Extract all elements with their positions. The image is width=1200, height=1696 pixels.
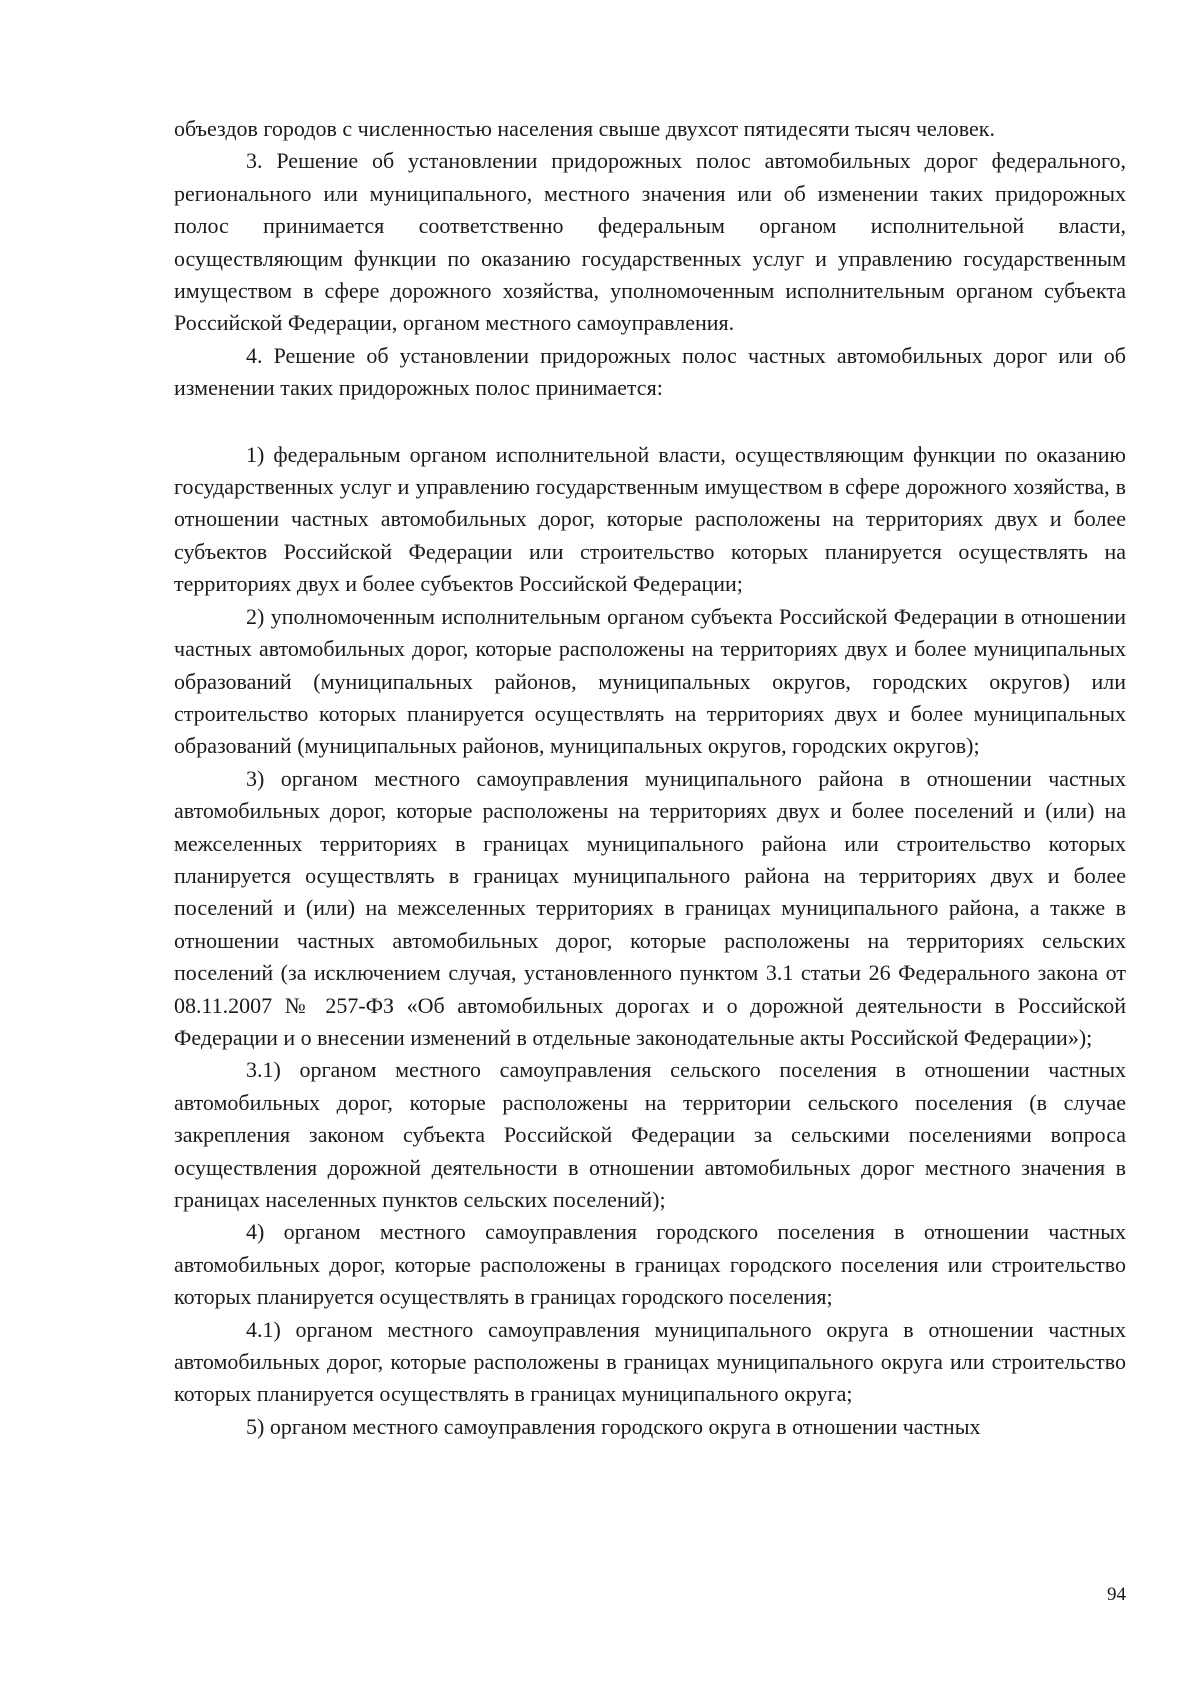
list-item-1: 1) федеральным органом исполнительной власти, осуществляющим функции по оказанию государственных услуг и управлению государственным имуществом в сфере дорожного хозяйства, в отношении частных автомобильных дорог, которые расположены на территориях двух и более субъектов Российской Федерации или строительство которых планируется осуществлять на территориях двух и более субъектов Российской Федерации; — [174, 441, 1126, 597]
list-item-3: 3) органом местного самоуправления муниципального района в отношении частных автомобильных дорог, которые расположены на территориях двух и более поселений и (или) на межселенных территориях в границах муниципального района или строительство которых планируется осуществлять в границах муниципального района на территориях двух и более поселений и (или) на межселенных территориях в границах муниципального района, а также в отношении частных автомобильных дорог, которые расположены на территориях сельских поселений (за исключением случая, установленного пунктом 3.1 статьи 26 Федерального закона от 08.11.2007 № 257-ФЗ «Об автомобильных дорогах и о дорожной деятельности в Российской Федерации и о внесении изменений в отдельные законодательные акты Российской Федерации»); — [174, 765, 1126, 1050]
list-item-4: 4) органом местного самоуправления городского поселения в отношении частных автомобильных дорог, которые расположены в границах городского поселения или строительство которых планируется осуществлять в границах городского поселения; — [174, 1219, 1126, 1310]
list-item-4-1: 4.1) органом местного самоуправления муниципального округа в отношении частных автомобильных дорог, которые расположены в границах муниципального округа или строительство которых планируется осуществлять в границах муниципального округа; — [174, 1316, 1126, 1407]
list-item-2: 2) уполномоченным исполнительным органом субъекта Российской Федерации в отношении частных автомобильных дорог, которые расположены на территориях двух и более муниципальных образований (муниципальных районов, муниципальных округов, городских округов) или строительство которых планируется осуществлять на территориях двух и более муниципальных образований (муниципальных районов, муниципальных округов, городских округов); — [174, 603, 1126, 759]
list-item-3-1: 3.1) органом местного самоуправления сельского поселения в отношении частных автомобильных дорог, которые расположены на территории сельского поселения (в случае закрепления законом субъекта Российской Федерации за сельскими поселениями вопроса осуществления дорожной деятельности в отношении автомобильных дорог местного значения в границах населенных пунктов сельских поселений); — [174, 1057, 1126, 1212]
document-body — [174, 113, 1126, 1443]
paragraph-3: 3. Решение об установлении придорожных полос автомобильных дорог федерального, регионального или муниципального, местного значения или об изменении таких придорожных полос принимается соответственно федеральным органом исполнительной власти, осуществляющим функции по оказанию государственных услуг и управлению государственным имуществом в сфере дорожного хозяйства, уполномоченным исполнительным органом субъекта Российской Федерации, органом местного самоуправления. — [174, 148, 1126, 336]
list-item-5: 5) органом местного самоуправления городского округа в отношении частных — [246, 1413, 981, 1439]
paragraph-continuation: объездов городов с численностью населения свыше двухсот пятидесяти тысяч человек. — [174, 116, 995, 141]
page-number: 94 — [1107, 1584, 1126, 1605]
paragraph-4: 4. Решение об установлении придорожных полос частных автомобильных дорог или об изменении таких придорожных полос принимается: — [174, 342, 1126, 401]
